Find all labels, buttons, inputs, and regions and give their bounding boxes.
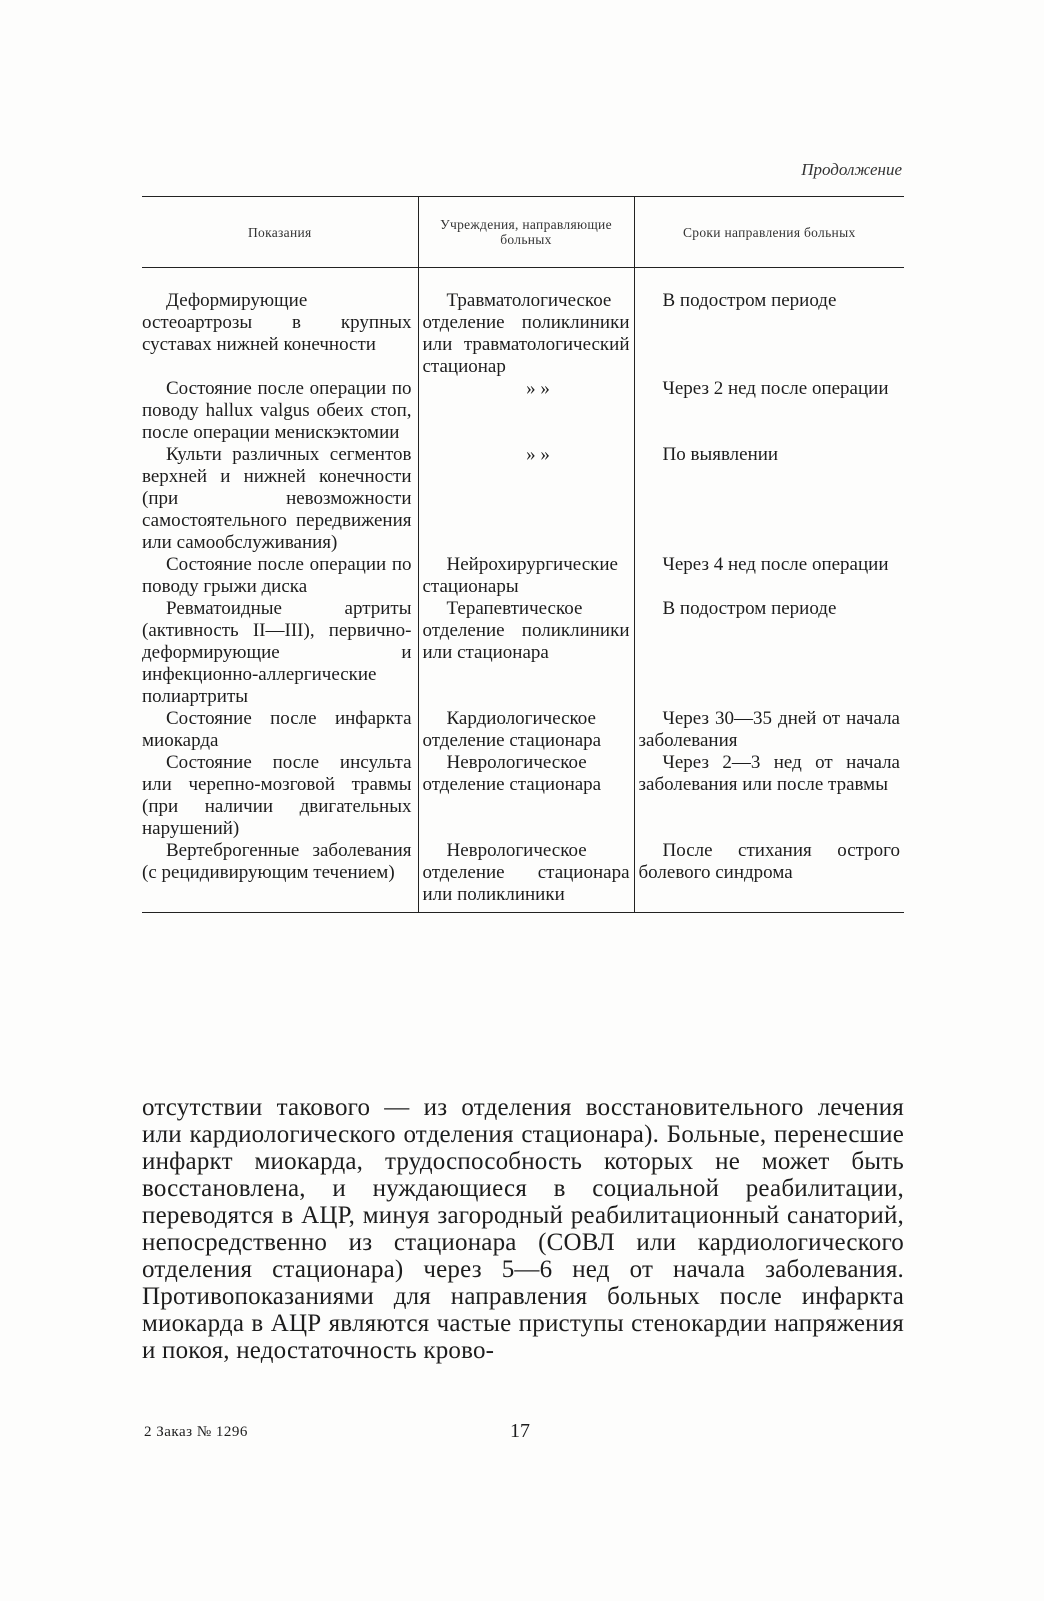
indication-cell: Состояние после инфаркта миокарда (142, 708, 412, 751)
institution-cell: Травматологическое отделение поликлиники или травматологический стационар (418, 268, 634, 379)
timing-cell: После стихания острого болевого синдрома (634, 840, 904, 913)
page-number: 17 (510, 1420, 530, 1442)
timing-cell: По выявлении (634, 444, 904, 554)
column-header-indications: Показания (142, 197, 418, 268)
timing-cell: Через 2 нед после операции (634, 378, 904, 444)
timing-cell: В подостром периоде (634, 598, 904, 708)
table-row (142, 840, 904, 913)
institution-cell: Терапевтическое отделение поликлиники или стационара (418, 598, 634, 708)
table-row (142, 378, 904, 444)
institution-cell: Неврологическое отделение стационара (418, 752, 634, 840)
timing-cell: Через 4 нед после операции (634, 554, 904, 598)
institution-cell (418, 378, 634, 444)
table-row (142, 708, 904, 752)
table-row (142, 268, 904, 379)
institution-cell: Неврологическое отделение стационара или поликлиники (418, 840, 634, 913)
table-row (142, 444, 904, 554)
body-paragraph: отсутствии такового — из отделения восстановительного лечения или кардиологического отделения стационара). Больные, перенесшие инфаркт миокарда, трудоспособность которых не может быть восстановлена, и нуждающиеся в социальной реабилитации, переводятся в АЦР, минуя загородный реабилитационный санаторий, непосредственно из стационара (СОВЛ или кардиологического отделения стационара) через 5—6 нед от начала заболевания. Противопоказаниями для направления больных после инфаркта миокарда в АЦР являются частые приступы стенокардии напряжения и покоя, недостаточность крово- (142, 1094, 904, 1364)
indication-cell: Состояние после инсульта или черепно-мозговой травмы (при наличии двигательных нарушений) (142, 752, 412, 839)
indication-cell: Состояние после операции по поводу грыжи диска (142, 554, 412, 597)
timing-cell: Через 2—3 нед от начала заболевания или после травмы (634, 752, 904, 840)
institution-cell: Кардиологическое отделение стационара (418, 708, 634, 752)
indication-cell: Деформирующие остеоартрозы в крупных суставах нижней конечности (142, 290, 412, 355)
ditto-mark: » » (526, 378, 550, 399)
indication-cell: Вертеброгенные заболевания (с рецидивирующим течением) (142, 840, 412, 883)
institution-cell (418, 444, 634, 554)
column-header-institutions: Учреждения, направляющие больных (418, 197, 634, 268)
institution-cell: Нейрохирургические стационары (418, 554, 634, 598)
continued-label: Продолжение (801, 160, 902, 179)
table-row (142, 598, 904, 708)
indication-cell: Культи различных сегментов верхней и нижней конечности (при невозможности самостоятельного передвижения или самообслуживания) (142, 444, 412, 553)
timing-cell: Через 30—35 дней от начала заболевания (634, 708, 904, 752)
table-row (142, 752, 904, 840)
indication-cell: Ревматоидные артриты (активность II—III), первично-деформирующие и инфекционно-аллергические полиартриты (142, 598, 412, 707)
timing-cell: В подостром периоде (634, 268, 904, 379)
print-order-number: 2 Заказ № 1296 (144, 1424, 248, 1440)
column-header-timing: Сроки направления больных (634, 197, 904, 268)
table-row (142, 554, 904, 598)
referral-table (142, 196, 904, 913)
table-header-row (142, 197, 904, 268)
indication-cell: Состояние после операции по поводу hallux valgus обеих стоп, после операции менискэктомии (142, 378, 412, 443)
ditto-mark: » » (526, 444, 550, 465)
